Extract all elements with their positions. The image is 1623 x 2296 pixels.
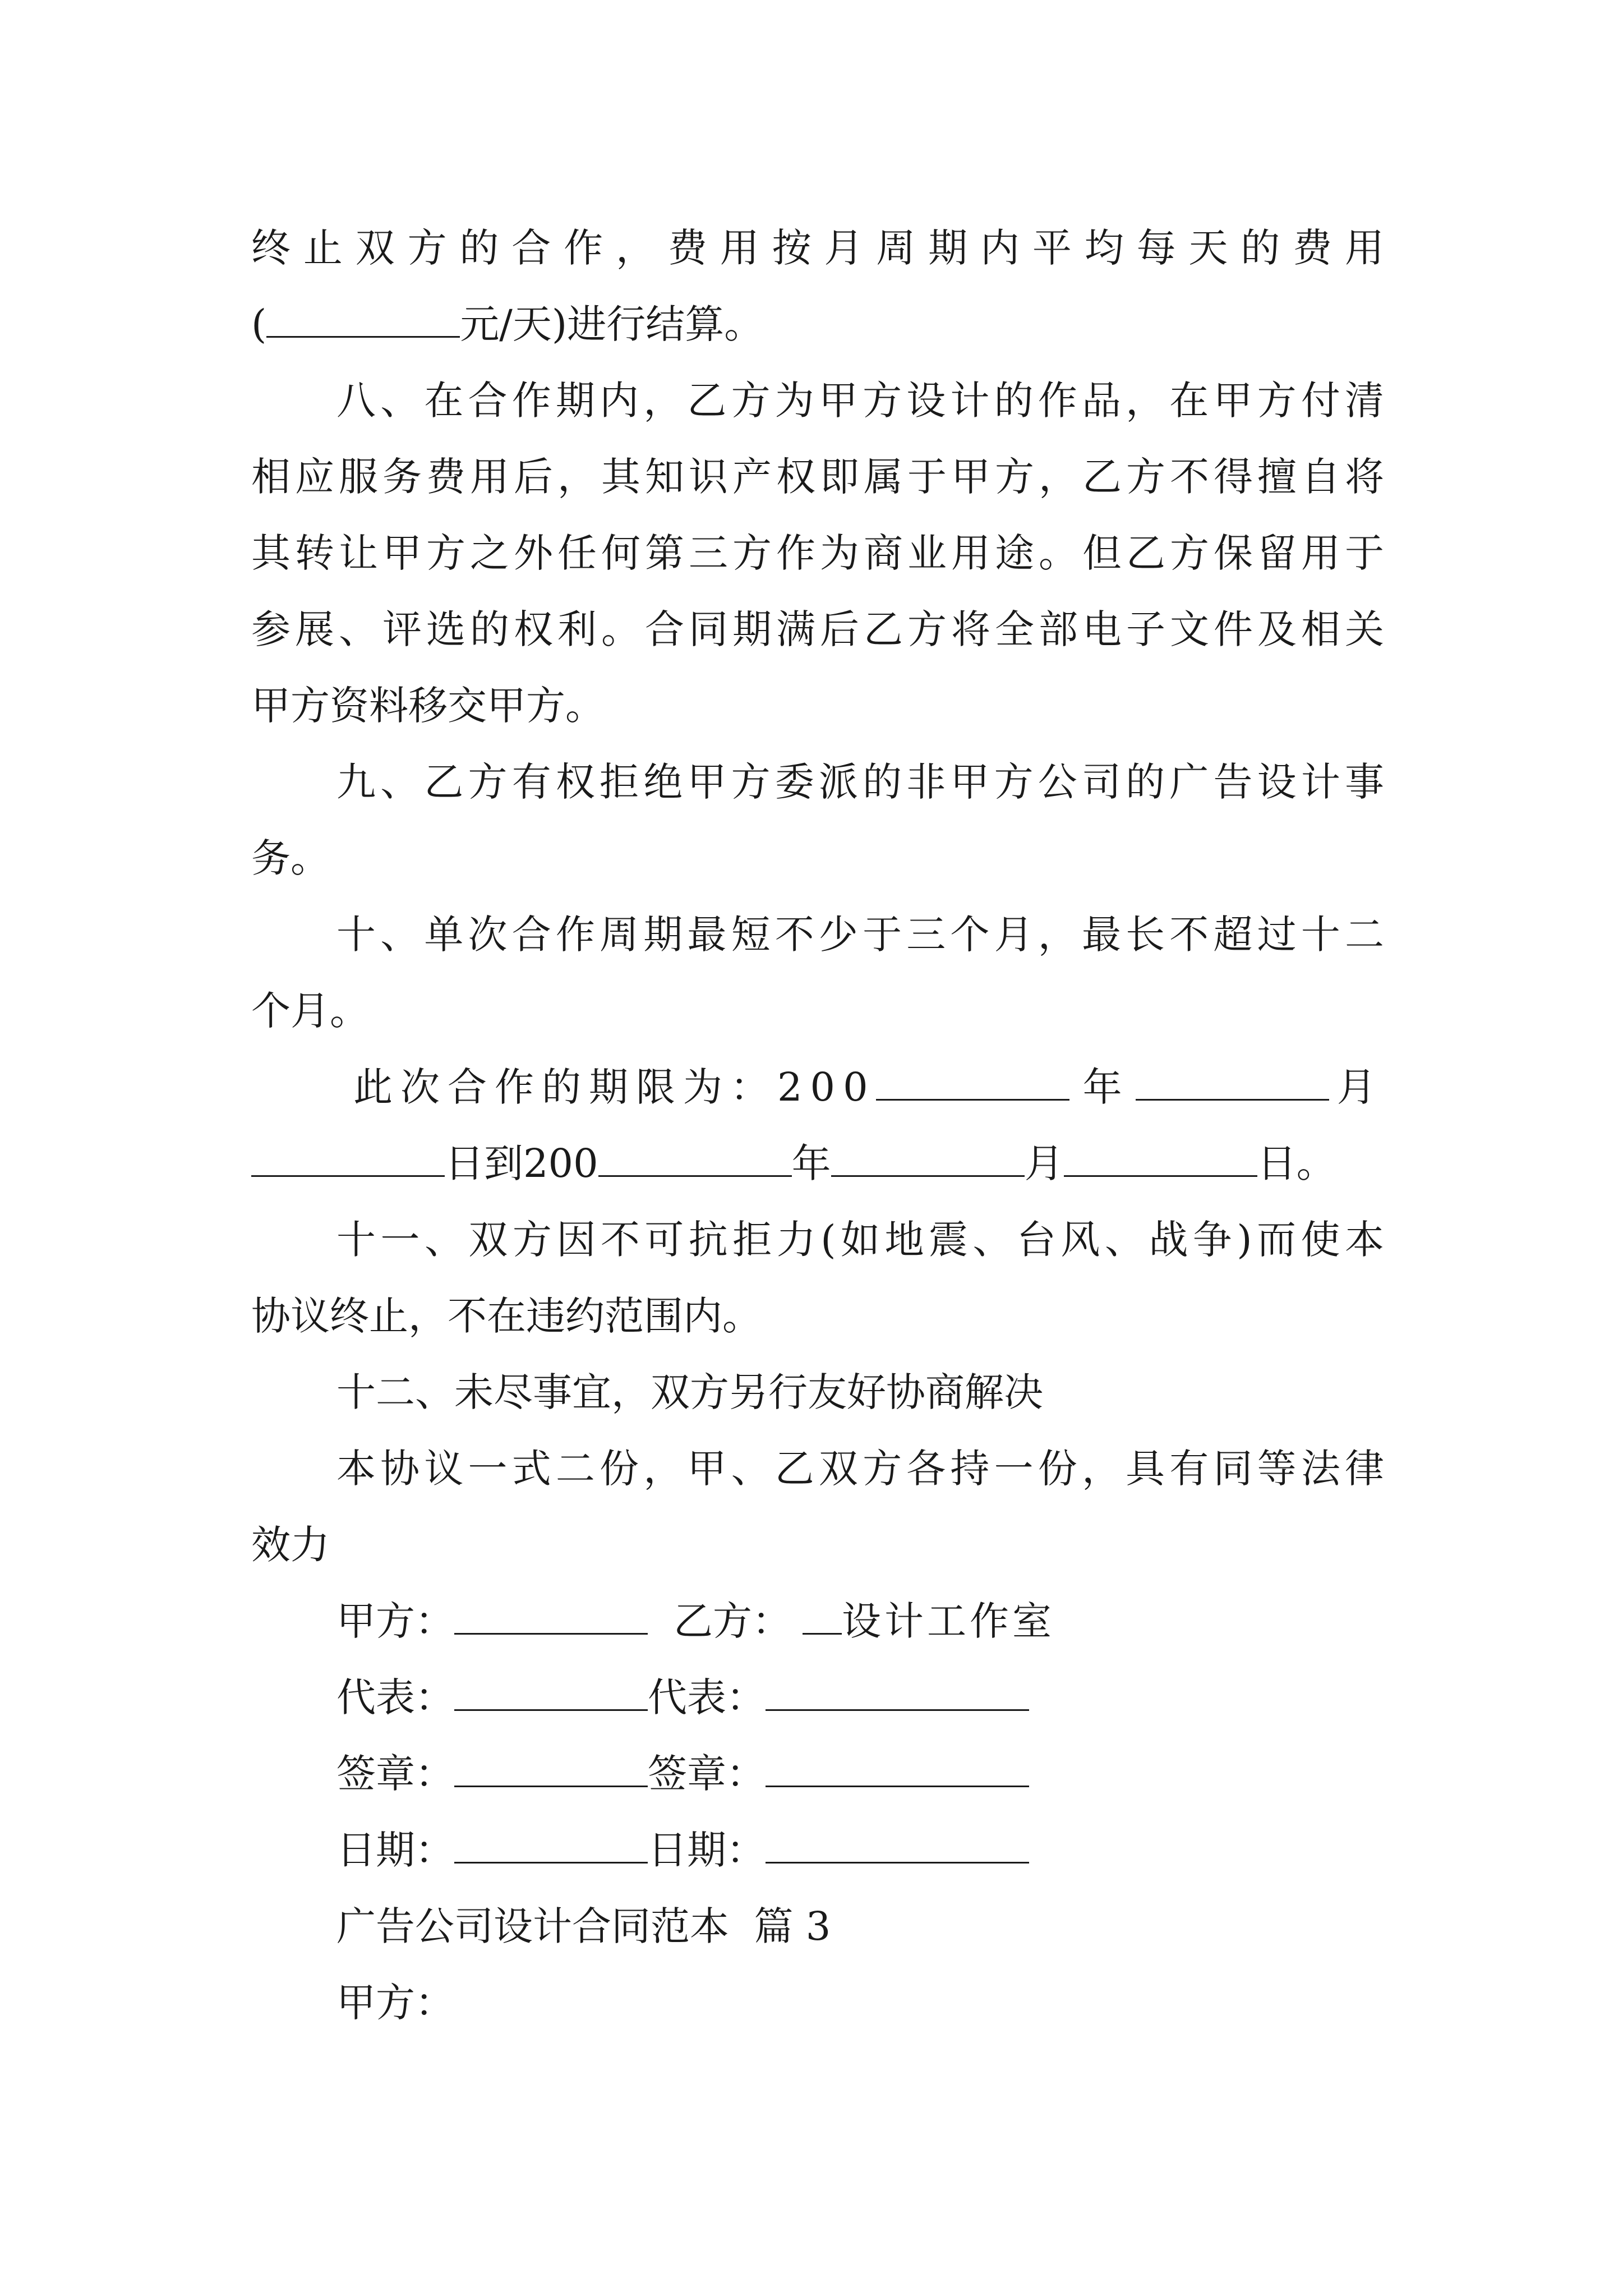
copies-line-1: 本协议一式二份，甲、乙双方各持一份，具有同等法律: [336, 1446, 1384, 1492]
term-month2-label: 月: [1024, 1140, 1064, 1186]
end-month-blank: [831, 1140, 1025, 1177]
seal-label-a: 签章：: [336, 1751, 454, 1797]
seal-a-blank: [454, 1751, 648, 1787]
term-day2-label: 日。: [1257, 1140, 1336, 1186]
paragraph-8-line-2: 相应服务费用后，其知识产权即属于甲方，乙方不得擅自将: [251, 454, 1384, 500]
date-a-blank: [454, 1827, 648, 1864]
date-label-a: 日期：: [336, 1827, 454, 1873]
term-month-label: 月: [1336, 1064, 1376, 1110]
start-month-blank: [1136, 1064, 1329, 1101]
date-b-blank: [766, 1827, 1029, 1864]
paragraph-11-line-1: 十一、双方因不可抗拒力(如地震、台风、战争)而使本: [336, 1217, 1384, 1263]
signature-row-parties: [336, 1593, 1055, 1649]
paragraph-7-open-paren: (: [251, 301, 267, 347]
date-label-b: 日期：: [648, 1827, 766, 1873]
term-prefix: 此次合作的期限为：200: [353, 1064, 876, 1110]
signature-row-date: [336, 1822, 1029, 1878]
paragraph-7-close: 元/天)进行结算。: [460, 301, 764, 347]
signature-row-representative: [336, 1669, 1029, 1726]
paragraph-10-line-2: 个月。: [251, 988, 369, 1034]
seal-b-blank: [766, 1751, 1029, 1787]
term-line-1: [353, 1059, 1376, 1115]
term-year-label: 年: [1082, 1064, 1122, 1110]
paragraph-11-line-2: 协议终止，不在违约范围内。: [251, 1293, 762, 1339]
section-3-title: 广告公司设计合同范本 篇 3: [336, 1903, 831, 1949]
term-year2-label: 年: [791, 1140, 831, 1186]
paragraph-7-line-1: 终止双方的合作，费用按月周期内平均每天的费用: [251, 225, 1384, 271]
party-a-label: 甲方：: [336, 1598, 454, 1644]
rep-a-blank: [454, 1674, 648, 1711]
paragraph-8-line-3: 其转让甲方之外任何第三方作为商业用途。但乙方保留用于: [251, 530, 1384, 576]
party-b-value: 设计工作室: [842, 1598, 1055, 1644]
rep-b-blank: [766, 1674, 1029, 1711]
start-day-blank: [251, 1140, 445, 1177]
paragraph-9-line-2: 务。: [251, 835, 330, 881]
party-b-label: 乙方：: [674, 1598, 791, 1644]
end-year-blank: [598, 1140, 792, 1177]
term-to-label: 日到200: [445, 1140, 598, 1186]
start-year-blank: [876, 1064, 1069, 1101]
term-line-2: [251, 1135, 1336, 1191]
fee-per-day-blank: [266, 301, 460, 338]
paragraph-10-line-1: 十、单次合作周期最短不少于三个月，最长不超过十二: [336, 912, 1384, 958]
section-3-party-a-label: 甲方：: [336, 1980, 454, 2026]
paragraph-7-line-2: [251, 296, 763, 352]
end-day-blank: [1064, 1140, 1257, 1177]
copies-line-2: 效力: [251, 1522, 330, 1568]
paragraph-9-line-1: 九、乙方有权拒绝甲方委派的非甲方公司的广告设计事: [336, 759, 1384, 805]
rep-label-b: 代表：: [648, 1674, 766, 1720]
paragraph-8-line-5: 甲方资料移交甲方。: [251, 683, 605, 729]
rep-label-a: 代表：: [336, 1674, 454, 1720]
paragraph-8-line-4: 参展、评选的权利。合同期满后乙方将全部电子文件及相关: [251, 606, 1384, 652]
paragraph-8-line-1: 八、在合作期内，乙方为甲方设计的作品，在甲方付清: [336, 378, 1384, 424]
seal-label-b: 签章：: [648, 1751, 766, 1797]
paragraph-12-line-1: 十二、未尽事宜，双方另行友好协商解决: [336, 1369, 1043, 1415]
party-a-blank: [454, 1598, 648, 1635]
signature-row-seal: [336, 1746, 1029, 1802]
party-b-blank: [803, 1598, 842, 1635]
